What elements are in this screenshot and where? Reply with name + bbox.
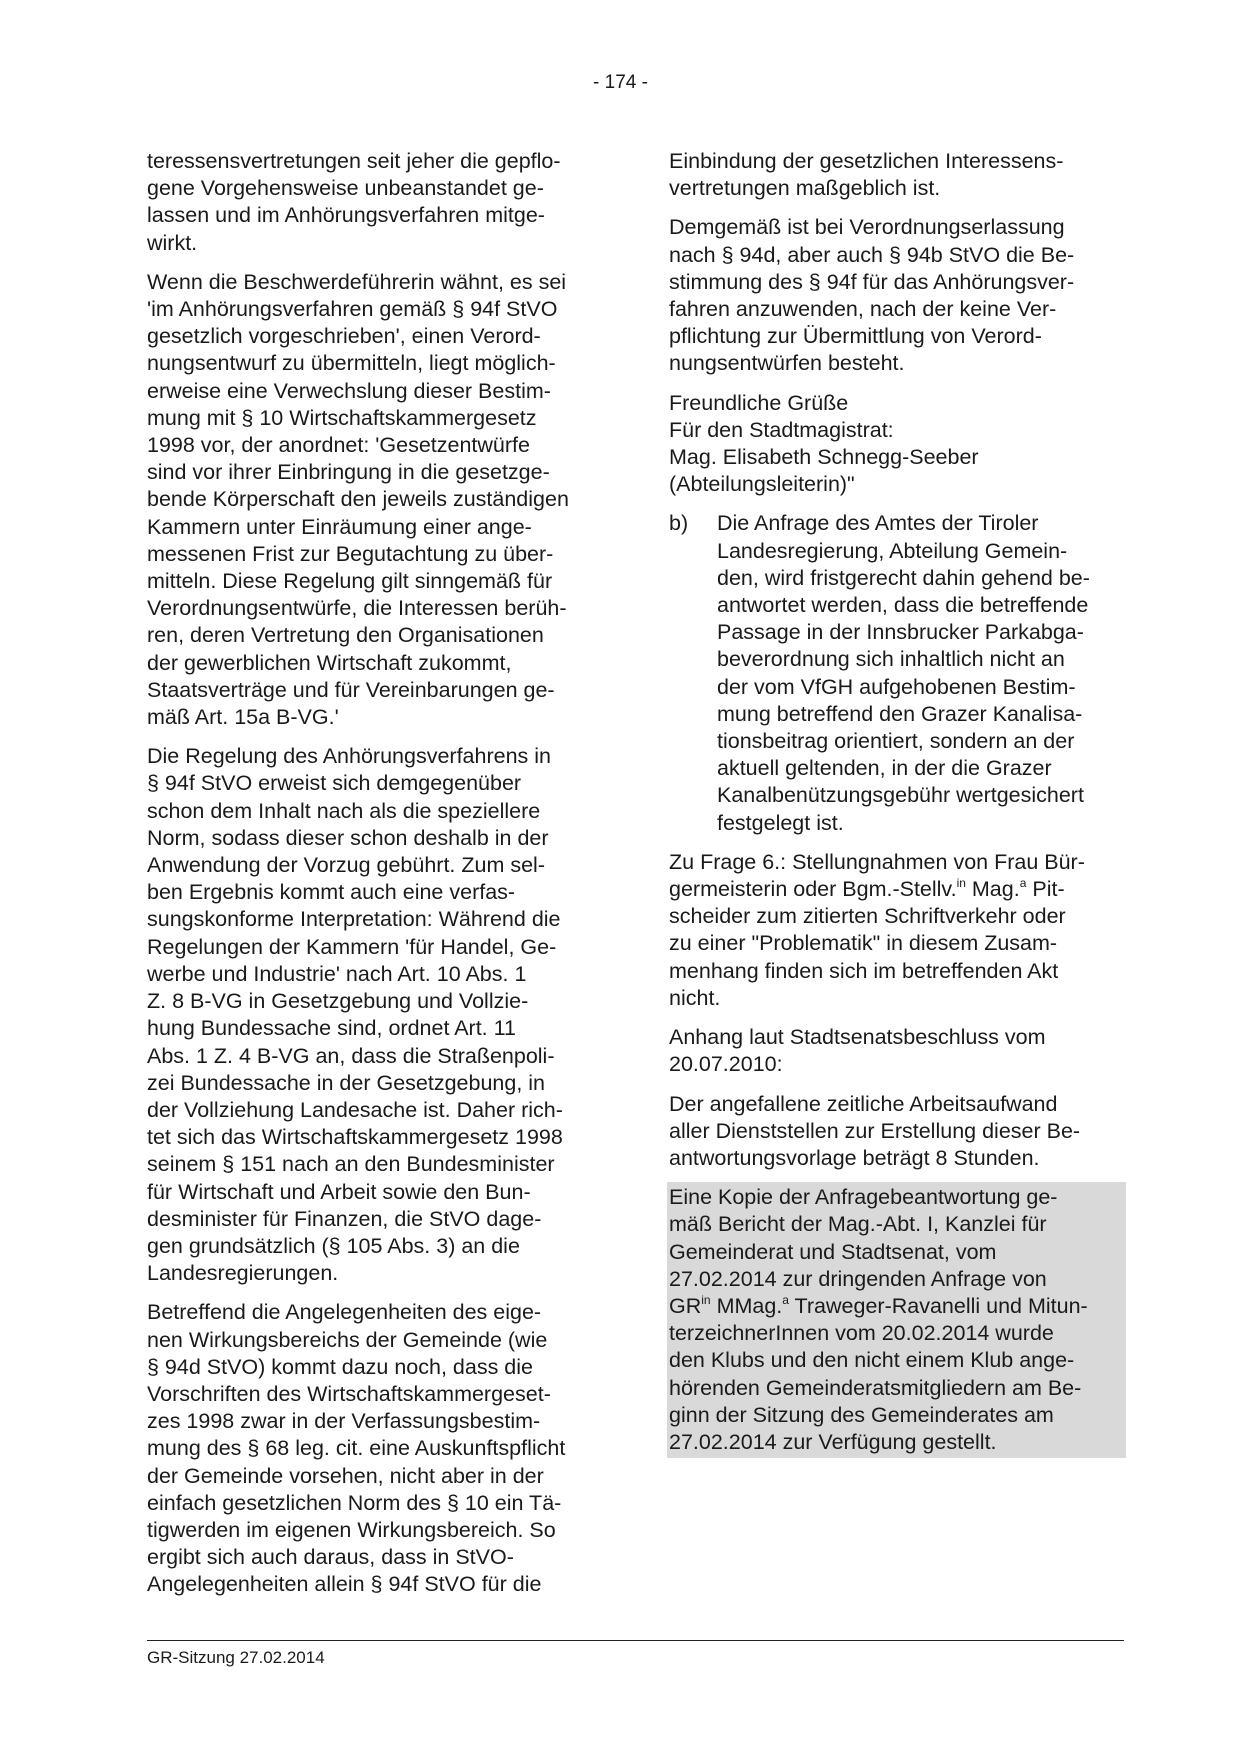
text-line: nicht. bbox=[669, 985, 721, 1010]
text-line: Anwendung der Vorzug gebührt. Zum sel- bbox=[147, 853, 545, 878]
text-line: ginn der Sitzung des Gemeinderates am bbox=[669, 1402, 1054, 1427]
text-line: hörenden Gemeinderatsmitgliedern am Be- bbox=[669, 1375, 1082, 1400]
closing-signature bbox=[669, 390, 1124, 499]
text-line: Norm, sodass dieser schon deshalb in der bbox=[147, 825, 549, 850]
text-line: hung Bundessache sind, ordnet Art. 11 bbox=[147, 1016, 516, 1041]
text-line: tionsbeitrag orientiert, sondern an der bbox=[717, 729, 1075, 754]
text-line: Vorschriften des Wirtschaftskammergeset- bbox=[147, 1381, 551, 1406]
text-line: messenen Frist zur Begutachtung zu über- bbox=[147, 541, 554, 566]
text-line: ren, deren Vertretung den Organisationen bbox=[147, 623, 544, 648]
paragraph bbox=[147, 743, 602, 1287]
text-line: Landesregierung, Abteilung Gemein- bbox=[717, 538, 1068, 563]
text-line: Verordnungsentwürfe, die Interessen berüh- bbox=[147, 596, 567, 621]
text-line: Der angefallene zeitliche Arbeitsaufwand bbox=[669, 1091, 1058, 1116]
list-marker: b) bbox=[669, 511, 689, 536]
text-line: nen Wirkungsbereichs der Gemeinde (wie bbox=[147, 1327, 548, 1352]
text-line: Anhang laut Stadtsenatsbeschluss vom bbox=[669, 1025, 1046, 1050]
text-line: Kammern unter Einräumung einer ange- bbox=[147, 514, 532, 539]
text-line: 27.02.2014 zur Verfügung gestellt. bbox=[669, 1429, 997, 1454]
text-line: 1998 vor, der anordnet: 'Gesetzentwürfe bbox=[147, 433, 530, 458]
text-line: aller Dienststellen zur Erstellung dieser Be- bbox=[669, 1118, 1081, 1143]
text-line: bende Körperschaft den jeweils zuständigen bbox=[147, 487, 569, 512]
superscript: in bbox=[701, 1292, 711, 1307]
text-line: den, wird fristgerecht dahin gehend be- bbox=[717, 565, 1090, 590]
text-line: zei Bundessache in der Gesetzgebung, in bbox=[147, 1070, 546, 1095]
paragraph bbox=[669, 148, 1124, 202]
highlighted-copy-notice bbox=[667, 1182, 1126, 1458]
text-line: antwortungsvorlage beträgt 8 Stunden. bbox=[669, 1145, 1040, 1170]
text-line: Demgemäß ist bei Verordnungserlassung bbox=[669, 215, 1065, 240]
text-line: Eine Kopie der Anfragebeantwortung ge- bbox=[669, 1185, 1058, 1210]
text-line: desminister für Finanzen, die StVO dage- bbox=[147, 1206, 542, 1231]
text-line: Mag. Elisabeth Schnegg-Seeber bbox=[669, 445, 979, 470]
text-line: Für den Stadtmagistrat: bbox=[669, 417, 894, 442]
text-line: gen grundsätzlich (§ 105 Abs. 3) an die bbox=[147, 1233, 520, 1258]
superscript: a bbox=[1019, 876, 1027, 891]
page-number: - 174 - bbox=[593, 72, 648, 93]
text-line: gene Vorgehensweise unbeanstandet ge- bbox=[147, 176, 544, 201]
text-line: Betreffend die Angelegenheiten des eige- bbox=[147, 1300, 542, 1325]
text-line: § 94f StVO erweist sich demgegenüber bbox=[147, 771, 522, 796]
superscript: in bbox=[956, 876, 966, 891]
text-line: Landesregierungen. bbox=[147, 1261, 339, 1286]
text-run: germeisterin oder Bgm.-Stellv. bbox=[669, 877, 957, 902]
text-line: schon dem Inhalt nach als die speziellere bbox=[147, 798, 541, 823]
text-line: mäß Art. 15a B-VG.' bbox=[147, 705, 339, 730]
text-line: festgelegt ist. bbox=[717, 810, 844, 835]
text-line: werbe und Industrie' nach Art. 10 Abs. 1 bbox=[147, 961, 527, 986]
text-line: Freundliche Grüße bbox=[669, 390, 849, 415]
text-line: (Abteilungsleiterin)" bbox=[669, 472, 855, 497]
text-line: nungsentwurf zu übermitteln, liegt möglich- bbox=[147, 351, 556, 376]
text-line: tigwerden im eigenen Wirkungsbereich. So bbox=[147, 1517, 556, 1542]
text-line: § 94d StVO) kommt dazu noch, dass die bbox=[147, 1354, 534, 1379]
text-line: vertretungen maßgeblich ist. bbox=[669, 176, 941, 201]
text-line: den Klubs und den nicht einem Klub ange- bbox=[669, 1348, 1075, 1373]
text-line: der Gemeinde vorsehen, nicht aber in der bbox=[147, 1463, 544, 1488]
text-line: sind vor ihrer Einbringung in die gesetzge- bbox=[147, 460, 550, 485]
text-line: seinem § 151 nach an den Bundesminister bbox=[147, 1152, 555, 1177]
text-line: 'im Anhörungsverfahren gemäß § 94f StVO bbox=[147, 297, 558, 322]
text-line: 20.07.2010: bbox=[669, 1052, 783, 1077]
text-line: Die Regelung des Anhörungsverfahrens in bbox=[147, 744, 551, 769]
text-line bbox=[669, 1293, 1124, 1320]
text-line: antwortet werden, dass die betreffende bbox=[717, 593, 1089, 618]
text-line: Gemeinderat und Stadtsenat, vom bbox=[669, 1239, 997, 1264]
text-line: mung mit § 10 Wirtschaftskammergesetz bbox=[147, 405, 537, 430]
paragraph bbox=[147, 269, 602, 731]
text-line: mung betreffend den Grazer Kanalisa- bbox=[717, 701, 1083, 726]
text-line: pflichtung zur Übermittlung von Verord- bbox=[669, 324, 1042, 349]
text-line: zu einer "Problematik" in diesem Zusam- bbox=[669, 931, 1058, 956]
text-line: mitteln. Diese Regelung gilt sinngemäß für bbox=[147, 569, 553, 594]
text-line: Staatsverträge und für Vereinbarungen ge- bbox=[147, 677, 555, 702]
footer-divider bbox=[147, 1640, 1124, 1641]
text-line: Einbindung der gesetzlichen Interessens- bbox=[669, 149, 1064, 173]
paragraph bbox=[147, 148, 602, 257]
text-line: ergibt sich auch daraus, dass in StVO- bbox=[147, 1545, 514, 1570]
text-line: stimmung des § 94f für das Anhörungsver- bbox=[669, 269, 1075, 294]
text-line: wirkt. bbox=[147, 230, 198, 255]
text-line: erweise eine Verwechslung dieser Bestim- bbox=[147, 378, 551, 403]
text-line: nungsentwürfen besteht. bbox=[669, 351, 905, 376]
text-line: der gewerblichen Wirtschaft zukommt, bbox=[147, 650, 512, 675]
text-line: mung des § 68 leg. cit. eine Auskunftspflicht bbox=[147, 1436, 566, 1461]
text-run: MMag. bbox=[710, 1293, 783, 1318]
paragraph-frage-6 bbox=[669, 849, 1124, 1012]
text-line: menhang finden sich im betreffenden Akt bbox=[669, 958, 1059, 983]
text-run: Mag. bbox=[965, 877, 1020, 902]
text-line: zes 1998 zwar in der Verfassungsbestim- bbox=[147, 1409, 541, 1434]
text-run: Traweger-Ravanelli und Mitun- bbox=[788, 1293, 1088, 1318]
text-line: ben Ergebnis kommt auch eine verfas- bbox=[147, 880, 516, 905]
paragraph bbox=[669, 1024, 1124, 1078]
text-line: Zu Frage 6.: Stellungnahmen von Frau Bür- bbox=[669, 849, 1085, 874]
text-line: Die Anfrage des Amtes der Tiroler bbox=[717, 511, 1039, 536]
text-run: Pit- bbox=[1026, 877, 1065, 902]
text-line: sungskonforme Interpretation: Während die bbox=[147, 907, 561, 932]
text-line: Passage in der Innsbrucker Parkabga- bbox=[717, 620, 1084, 645]
text-line: gesetzlich vorgeschrieben', einen Verord- bbox=[147, 324, 541, 349]
text-line: terzeichnerInnen vom 20.02.2014 wurde bbox=[669, 1321, 1054, 1346]
text-line: der Vollziehung Landesache ist. Daher rich- bbox=[147, 1097, 563, 1122]
footer-session-date: GR-Sitzung 27.02.2014 bbox=[147, 1648, 325, 1667]
text-line: aktuell geltenden, in der die Grazer bbox=[717, 756, 1052, 781]
text-line: 27.02.2014 zur dringenden Anfrage von bbox=[669, 1266, 1047, 1291]
text-line: fahren anzuwenden, nach der keine Ver- bbox=[669, 297, 1057, 322]
text-line: mäß Bericht der Mag.-Abt. I, Kanzlei für bbox=[669, 1212, 1047, 1237]
text-line: für Wirtschaft und Arbeit sowie den Bun- bbox=[147, 1179, 531, 1204]
text-line: der vom VfGH aufgehobenen Bestim- bbox=[717, 674, 1076, 699]
paragraph bbox=[147, 1299, 602, 1598]
superscript: a bbox=[782, 1292, 789, 1307]
text-line: Wenn die Beschwerdeführerin wähnt, es sei bbox=[147, 269, 567, 294]
text-line: Kanalbenützungsgebühr wertgesichert bbox=[717, 783, 1084, 808]
text-line: tet sich das Wirtschaftskammergesetz 1998 bbox=[147, 1125, 563, 1150]
text-run: GR bbox=[669, 1293, 702, 1318]
text-line: Abs. 1 Z. 4 B-VG an, dass die Straßenpoli- bbox=[147, 1043, 555, 1068]
text-line: lassen und im Anhörungsverfahren mitge- bbox=[147, 203, 545, 228]
text-line: beverordnung sich inhaltlich nicht an bbox=[717, 647, 1065, 672]
right-column bbox=[669, 148, 1124, 1458]
paragraph bbox=[669, 1091, 1124, 1173]
text-line: nach § 94d, aber auch § 94b StVO die Be- bbox=[669, 242, 1075, 267]
text-line bbox=[669, 876, 1124, 903]
list-item-b bbox=[669, 510, 1124, 836]
paragraph bbox=[669, 214, 1124, 377]
text-line: Angelegenheiten allein § 94f StVO für die bbox=[147, 1572, 542, 1597]
text-line: einfach gesetzlichen Norm des § 10 ein Tä- bbox=[147, 1490, 562, 1515]
text-line: Z. 8 B-VG in Gesetzgebung und Vollzie- bbox=[147, 989, 529, 1014]
text-line: scheider zum zitierten Schriftverkehr oder bbox=[669, 904, 1066, 929]
left-column bbox=[147, 148, 602, 1611]
text-line: teressensvertretungen seit jeher die gepflo- bbox=[147, 149, 561, 173]
text-line: Regelungen der Kammern 'für Handel, Ge- bbox=[147, 934, 557, 959]
